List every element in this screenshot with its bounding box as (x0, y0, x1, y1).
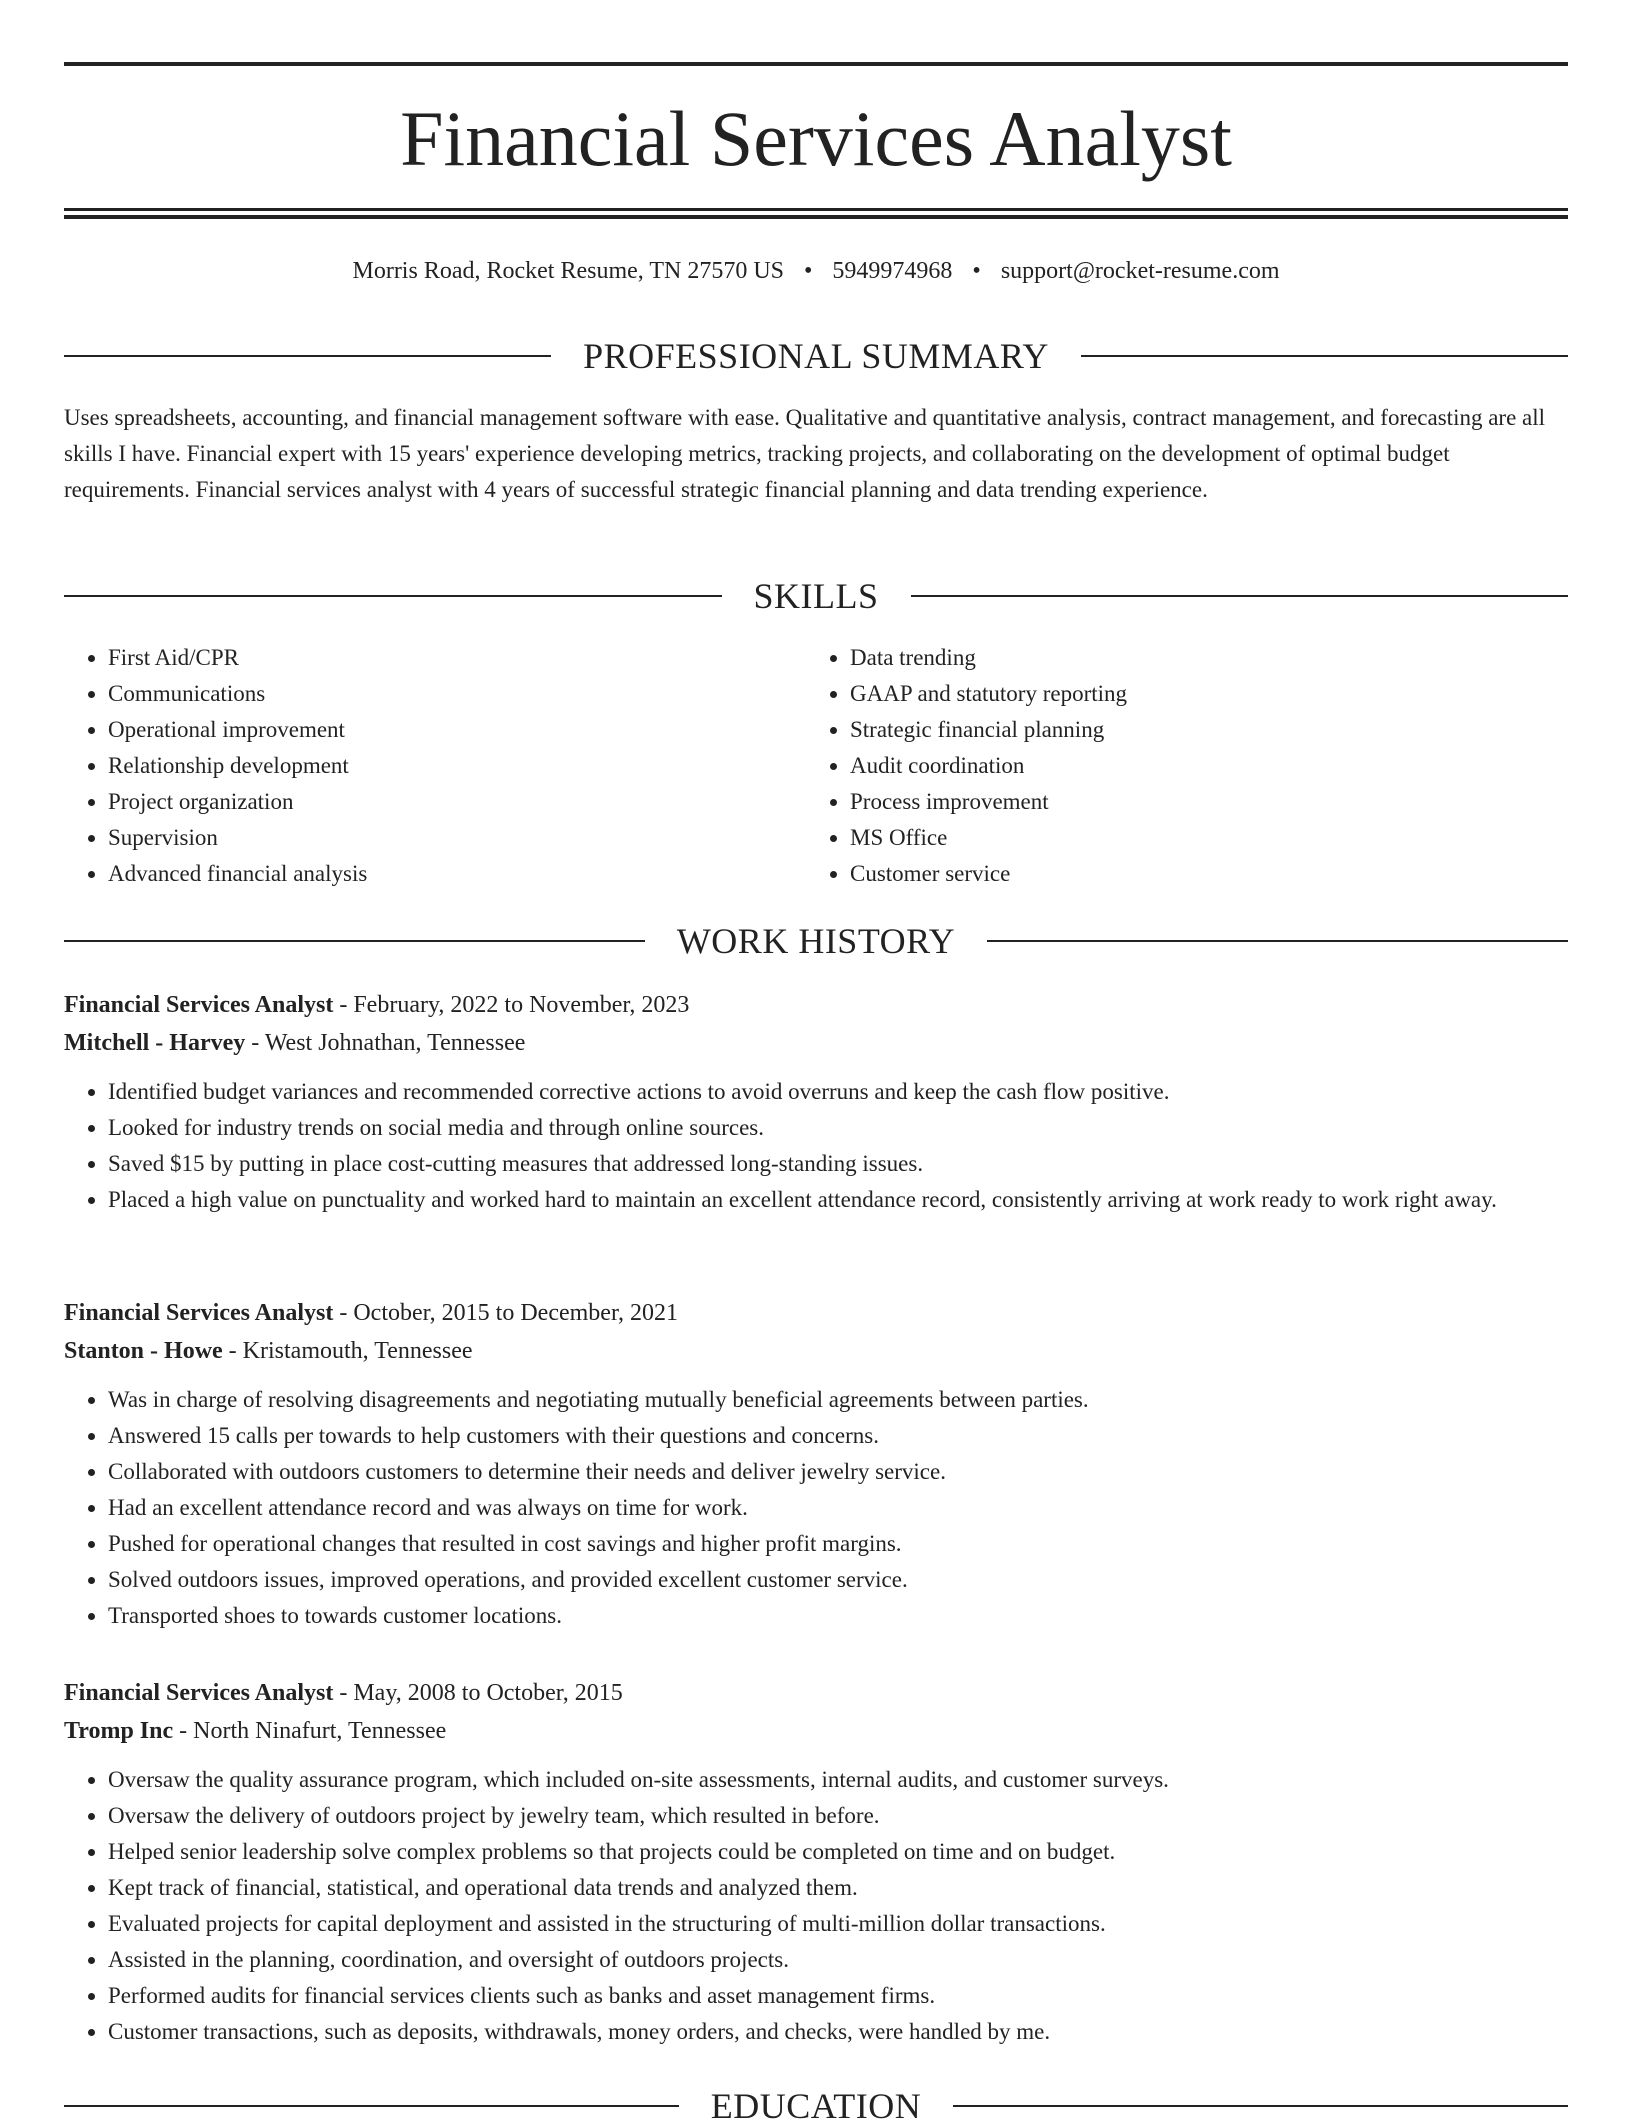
education-heading-label: EDUCATION (710, 2086, 922, 2126)
job-company-line (64, 1332, 1568, 1370)
job-entry (64, 986, 1568, 1218)
skills-list-right (806, 640, 1568, 892)
job-title-line (64, 1294, 1568, 1332)
job-location: - North Ninafurt, Tennessee (173, 1718, 447, 1744)
skill-item: • Supervision (108, 820, 804, 856)
job-bullet: • Was in charge of resolving disagreements and negotiating mutually beneficial agreements between parties. (108, 1382, 1568, 1418)
job-dates: - February, 2022 to November, 2023 (333, 992, 690, 1018)
job-bullet: • Saved $15 by putting in place cost-cutting measures that addressed long-standing issues. (108, 1146, 1568, 1182)
contact-separator: • (972, 258, 981, 284)
contact-phone: 5949974968 (832, 258, 953, 284)
job-bullet: • Looked for industry trends on social media and through online sources. (108, 1110, 1568, 1146)
skills-column-left (64, 640, 804, 892)
contact-address: Morris Road, Rocket Resume, TN 27570 US (352, 258, 785, 284)
job-bullet: • Placed a high value on punctuality and worked hard to maintain an excellent attendance record, consistently arriving at work ready to work right away. (108, 1182, 1568, 1218)
heading-rule-left (64, 355, 551, 357)
skills-heading (64, 574, 1568, 618)
job-bullet: • Evaluated projects for capital deployment and assisted in the structuring of multi-million dollar transactions. (108, 1906, 1568, 1942)
job-title-line (64, 1674, 1568, 1712)
job-title: Financial Services Analyst (64, 992, 334, 1018)
job-bullet: • Customer transactions, such as deposits, withdrawals, money orders, and checks, were handled by me. (108, 2014, 1568, 2050)
job-bullet: • Had an excellent attendance record and was always on time for work. (108, 1490, 1568, 1526)
job-bullet: • Pushed for operational changes that resulted in cost savings and higher profit margins. (108, 1526, 1568, 1562)
job-location: - Kristamouth, Tennessee (222, 1338, 473, 1364)
job-entry (64, 1294, 1568, 1634)
summary-text: Uses spreadsheets, accounting, and financial management software with ease. Qualitative and quantitative analysis, contract management, and forecasting are all skills I have. Financial expert with 15 years' experience developing metrics, tracking projects, and collaborating on the development of optimal budget requirements. Financial services analyst with 4 years of successful strategic financial planning and data trending experience. (64, 405, 1546, 502)
skill-item: • Strategic financial planning (850, 712, 1568, 748)
job-dates: - October, 2015 to December, 2021 (333, 1300, 678, 1326)
job-bullets (64, 1074, 1568, 1218)
skill-item: • Process improvement (850, 784, 1568, 820)
skill-item: • First Aid/CPR (108, 640, 804, 676)
skill-item: • Relationship development (108, 748, 804, 784)
job-bullet: • Oversaw the delivery of outdoors project by jewelry team, which resulted in before. (108, 1798, 1568, 1834)
heading-rule-left (64, 940, 645, 942)
skills-list-left (64, 640, 804, 892)
job-company: Mitchell - Harvey (64, 1030, 246, 1056)
skills-heading-label: SKILLS (753, 576, 879, 616)
skill-item: • Project organization (108, 784, 804, 820)
contact-email[interactable]: support@rocket-resume.com (1000, 258, 1280, 284)
skill-item: • Communications (108, 676, 804, 712)
heading-rule-left (64, 2105, 679, 2107)
resume-title: Financial Services Analyst (400, 95, 1232, 182)
job-title: Financial Services Analyst (64, 1680, 334, 1706)
skills-column-right (806, 640, 1568, 892)
job-company: Tromp Inc (64, 1718, 174, 1744)
skill-item: • Advanced financial analysis (108, 856, 804, 892)
contact-line (64, 254, 1568, 288)
job-bullets (64, 1382, 1568, 1634)
job-title: Financial Services Analyst (64, 1300, 334, 1326)
skill-item: • Customer service (850, 856, 1568, 892)
job-bullet: • Answered 15 calls per towards to help customers with their questions and concerns. (108, 1418, 1568, 1454)
job-bullet: • Identified budget variances and recommended corrective actions to avoid overruns and keep the cash flow positive. (108, 1074, 1568, 1110)
title-rule-upper (64, 208, 1568, 211)
job-title-line (64, 986, 1568, 1024)
skill-item: • Audit coordination (850, 748, 1568, 784)
job-bullet: • Performed audits for financial services clients such as banks and asset management firms. (108, 1978, 1568, 2014)
job-bullet: • Helped senior leadership solve complex problems so that projects could be completed on time and on budget. (108, 1834, 1568, 1870)
job-dates: - May, 2008 to October, 2015 (333, 1680, 623, 1706)
job-company-line (64, 1024, 1568, 1062)
work-history-heading-label: WORK HISTORY (676, 921, 956, 961)
skill-item: • MS Office (850, 820, 1568, 856)
summary-heading-label: PROFESSIONAL SUMMARY (583, 336, 1049, 376)
title-rule-lower (64, 215, 1568, 219)
top-rule (64, 62, 1568, 66)
job-bullet: • Solved outdoors issues, improved operations, and provided excellent customer service. (108, 1562, 1568, 1598)
job-company-line (64, 1712, 1568, 1750)
job-bullet: • Oversaw the quality assurance program, which included on-site assessments, internal audits, and customer surveys. (108, 1762, 1568, 1798)
heading-rule-right (1081, 355, 1568, 357)
job-entry (64, 1674, 1568, 2050)
skill-item: • Operational improvement (108, 712, 804, 748)
heading-rule-right (911, 595, 1569, 597)
job-bullet: • Collaborated with outdoors customers to determine their needs and deliver jewelry service. (108, 1454, 1568, 1490)
job-bullet: • Transported shoes to towards customer locations. (108, 1598, 1568, 1634)
heading-rule-right (987, 940, 1568, 942)
skill-item: • GAAP and statutory reporting (850, 676, 1568, 712)
summary-heading (64, 334, 1568, 378)
work-history-heading (64, 919, 1568, 963)
contact-separator: • (804, 258, 813, 284)
heading-rule-left (64, 595, 722, 597)
job-company: Stanton - Howe (64, 1338, 223, 1364)
job-bullet: • Assisted in the planning, coordination, and oversight of outdoors projects. (108, 1942, 1568, 1978)
education-heading (64, 2084, 1568, 2128)
heading-rule-right (953, 2105, 1568, 2107)
job-bullets (64, 1762, 1568, 2050)
job-bullet: • Kept track of financial, statistical, and operational data trends and analyzed them. (108, 1870, 1568, 1906)
skill-item: • Data trending (850, 640, 1568, 676)
job-location: - West Johnathan, Tennessee (245, 1030, 526, 1056)
